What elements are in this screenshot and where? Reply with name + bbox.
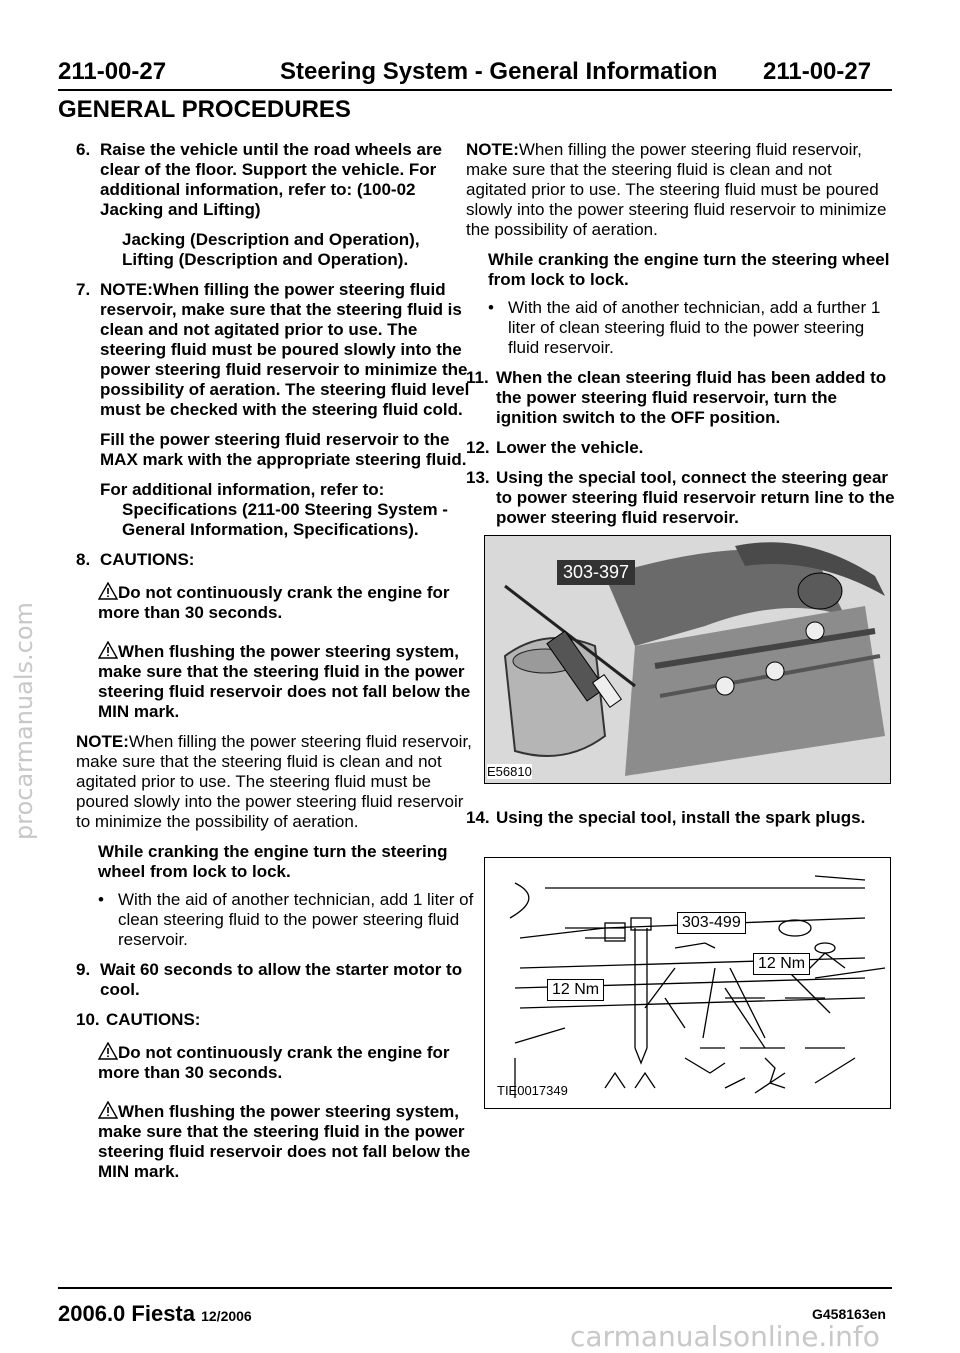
step-14 [466, 808, 896, 828]
page-header-title: Steering System - General Information [280, 58, 718, 85]
issue-date: 12/2006 [201, 1308, 252, 1324]
page-code-left: 211-00-27 [58, 58, 167, 85]
bullet-icon: • [488, 298, 494, 317]
note [466, 140, 896, 240]
note-text: When filling the power steering fluid reservoir, make sure that the steering fluid is clean and not agitated prior to use. The steering fluid must be poured slowly into the power steering fluid reservoir to minimize the possibility of aeration. [466, 140, 887, 239]
bullet-text: With the aid of another technician, add 1 liter of clean steering fluid to the power steering fluid reservoir. [118, 890, 474, 949]
tool-number-label: 303-499 [677, 912, 746, 934]
step-text: Lower the vehicle. [496, 438, 644, 457]
step-number: 10. [76, 1010, 100, 1029]
step-number: 13. [466, 468, 490, 487]
caution-text: When flushing the power steering system, make sure that the steering fluid in the power steering fluid reservoir does not fall below the MIN mark. [98, 642, 471, 721]
spark-plug-illustration [485, 858, 890, 1108]
note [76, 732, 476, 832]
crank-instruction: While cranking the engine turn the steering wheel from lock to lock. [488, 250, 890, 289]
left-column [76, 140, 476, 1192]
fill-instruction: Fill the power steering fluid reservoir to the MAX mark with the appropriate steering fluid. [100, 430, 467, 469]
bullet-icon: • [98, 890, 104, 909]
note-label: NOTE: [466, 140, 519, 159]
warning-icon [98, 582, 118, 600]
figure-spark-plug-install [484, 857, 891, 1109]
step-7 [76, 280, 476, 540]
step-number: 8. [76, 550, 91, 569]
list-item [466, 298, 896, 358]
watermark-text: procarmanuals.com [10, 602, 38, 840]
list-item [76, 890, 476, 950]
section-title: GENERAL PROCEDURES [58, 96, 351, 123]
reference-intro: For additional information, refer to: [100, 480, 385, 499]
note-text: When filling the power steering fluid reservoir, make sure that the steering fluid is clean and not agitated prior to use. The steering fluid must be poured slowly into the power steering fluid reservoir to minimize the possibility of aeration. [76, 732, 472, 831]
note-label: NOTE: [76, 732, 129, 751]
figure-id: TIE0017349 [497, 1083, 568, 1098]
step-11 [466, 368, 896, 428]
step-9 [76, 960, 476, 1000]
step-number: 11. [466, 368, 489, 387]
header-rule [58, 89, 892, 91]
warning-icon [98, 1042, 118, 1060]
step-number: 9. [76, 960, 91, 979]
caution-item [76, 641, 476, 722]
footer-model [58, 1301, 252, 1327]
caution-item [76, 1101, 476, 1182]
right-column [466, 140, 896, 538]
torque-label: 12 Nm [753, 953, 810, 975]
crank-instruction: While cranking the engine turn the steering wheel from lock to lock. [98, 842, 448, 881]
side-watermark [8, 560, 38, 840]
caution-text: When flushing the power steering system, make sure that the steering fluid in the power steering fluid reservoir does not fall below the MIN mark. [98, 1102, 471, 1181]
page-code-right: 211-00-27 [763, 58, 872, 85]
step-10 [76, 1010, 476, 1030]
step-number: 14. [466, 808, 490, 827]
engine-bay-illustration [485, 536, 890, 783]
bullet-text: With the aid of another technician, add a further 1 liter of clean steering fluid to the power steering fluid reservoir. [508, 298, 881, 357]
footer-rule [58, 1287, 892, 1289]
warning-icon [98, 1101, 118, 1119]
step-text: When the clean steering fluid has been added to the power steering fluid reservoir, turn the ignition switch to the OFF position. [496, 368, 887, 427]
step-text: Using the special tool, install the spark plugs. [496, 808, 866, 827]
reference-link[interactable]: Specifications (211-00 Steering System - General Information, Specifications). [122, 500, 448, 539]
step-text: Raise the vehicle until the road wheels are clear of the floor. Support the vehicle. For additional information, refer to: (100-02 Jacking and Lifting) [100, 140, 443, 219]
warning-icon [98, 641, 118, 659]
caution-item [76, 1042, 476, 1083]
torque-label: 12 Nm [547, 979, 604, 1001]
caution-item [76, 582, 476, 623]
model-name: 2006.0 Fiesta [58, 1301, 195, 1326]
step-8 [76, 550, 476, 570]
step-number: 7. [76, 280, 91, 299]
cautions-heading: CAUTIONS: [106, 1010, 201, 1029]
step-13 [466, 468, 896, 528]
document-id: G458163en [812, 1306, 886, 1322]
step-text: Wait 60 seconds to allow the starter motor to cool. [100, 960, 463, 999]
figure-id: E56810 [487, 764, 532, 779]
tool-number-label: 303-397 [557, 560, 635, 585]
step-text: Using the special tool, connect the steering gear to power steering fluid reservoir return line to the power steering fluid reservoir. [496, 468, 895, 527]
step-14-block [466, 808, 896, 838]
bottom-watermark: carmanualsonline.info [570, 1320, 880, 1353]
step-text: NOTE:When filling the power steering fluid reservoir, make sure that the steering fluid is clean and not agitated prior to use. The steering fluid must be poured slowly into the power steering fluid reservoir to minimize the possibility of aeration. The steering fluid level must be checked with the steering fluid cold. [100, 280, 470, 419]
step-number: 6. [76, 140, 91, 159]
caution-text: Do not continuously crank the engine for more than 30 seconds. [98, 583, 450, 622]
figure-steering-return-line [484, 535, 891, 784]
step-12 [466, 438, 896, 458]
cautions-heading: CAUTIONS: [100, 550, 195, 569]
caution-text: Do not continuously crank the engine for more than 30 seconds. [98, 1043, 450, 1082]
step-subtext: Jacking (Description and Operation), Lifting (Description and Operation). [122, 230, 420, 269]
step-number: 12. [466, 438, 490, 457]
step-6 [76, 140, 476, 270]
